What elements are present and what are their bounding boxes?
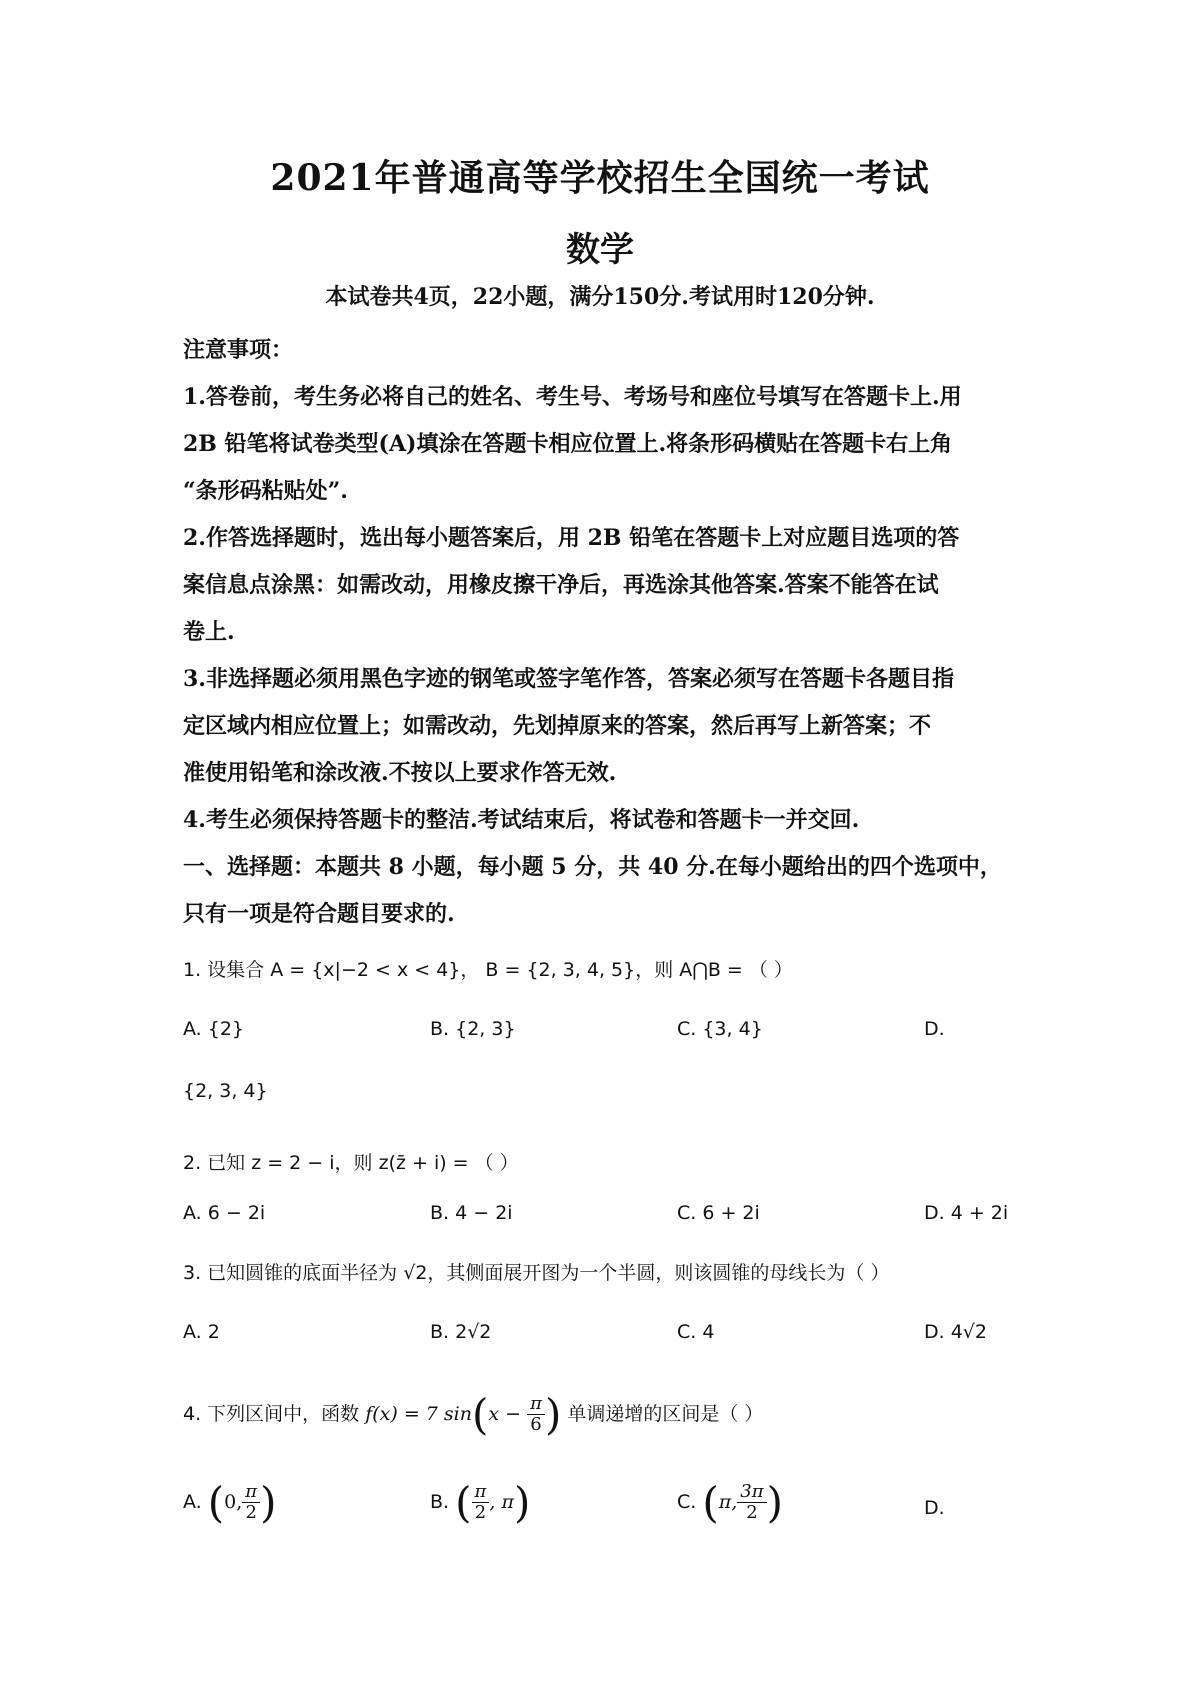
- question-1-option-b: B. {2, 3}: [430, 1018, 516, 1040]
- notice-heading: 注意事项：: [183, 337, 294, 363]
- question-3-stem: 3. 已知圆锥的底面半径为 √2，其侧面展开图为一个半圆，则该圆锥的母线长为（ ）: [183, 1262, 890, 1284]
- question-4-option-d: D.: [924, 1497, 945, 1519]
- interval-fraction: [737, 1482, 766, 1523]
- option-label: C.: [677, 1491, 697, 1513]
- question-4-inner: x −: [488, 1403, 522, 1425]
- exam-subject: 数学: [566, 230, 634, 270]
- notice-line: 2.作答选择题时，选出每小题答案后，用 2B 铅笔在答题卡上对应题目选项的答: [183, 525, 960, 551]
- option-label: B.: [430, 1491, 450, 1513]
- notice-line: 卷上.: [183, 619, 235, 645]
- left-paren: (: [455, 1478, 472, 1527]
- question-4-function: f(x) = 7 sin: [365, 1403, 472, 1425]
- question-3-option-c: C. 4: [677, 1321, 715, 1343]
- right-paren: ): [260, 1478, 277, 1527]
- interval-fraction: [472, 1482, 490, 1523]
- question-2-option-b: B. 4 − 2i: [430, 1202, 513, 1224]
- question-4-option-c: [677, 1478, 783, 1527]
- interval-fraction: [242, 1482, 260, 1523]
- question-3-option-b: B. 2√2: [430, 1321, 492, 1343]
- option-label: A.: [183, 1491, 202, 1513]
- notice-line: 案信息点涂黑：如需改动，用橡皮擦干净后，再选涂其他答案.答案不能答在试: [183, 572, 939, 598]
- notice-line: 4.考生必须保持答题卡的整洁.考试结束后，将试卷和答题卡一并交回.: [183, 807, 860, 833]
- question-4-option-b: [430, 1478, 530, 1527]
- notice-line: 3.非选择题必须用黑色字迹的钢笔或签字笔作答，答案必须写在答题卡各题目指: [183, 666, 954, 692]
- question-1-option-d-value: {2, 3, 4}: [183, 1080, 268, 1102]
- question-2-option-a: A. 6 − 2i: [183, 1202, 266, 1224]
- fraction-numerator: π: [527, 1394, 545, 1415]
- question-4-stem-suffix: 单调递增的区间是（ ）: [567, 1403, 764, 1425]
- question-1-option-c: C. {3, 4}: [677, 1018, 763, 1040]
- question-4-option-a: [183, 1478, 277, 1527]
- question-4-fraction: [527, 1394, 545, 1435]
- question-2-option-d: D. 4 + 2i: [924, 1202, 1009, 1224]
- fraction-denominator: 2: [746, 1502, 758, 1523]
- interval-left: π,: [718, 1491, 738, 1513]
- notice-line: 定区域内相应位置上；如需改动，先划掉原来的答案，然后再写上新答案；不: [183, 713, 932, 739]
- right-paren: ): [544, 1390, 562, 1439]
- notice-line: 1.答卷前，考生务必将自己的姓名、考生号、考场号和座位号填写在答题卡上.用: [183, 384, 962, 410]
- section-heading: 一、选择题：本题共 8 小题，每小题 5 分，共 40 分.在每小题给出的四个选项中，: [183, 854, 1002, 880]
- question-3-option-d: D. 4√2: [924, 1321, 987, 1343]
- question-2-stem: 2. 已知 z = 2 − i，则 z(z̄ + i) = （ ）: [183, 1152, 519, 1174]
- fraction-numerator: 3π: [737, 1482, 766, 1503]
- fraction-numerator: π: [472, 1482, 490, 1503]
- fraction-denominator: 6: [530, 1414, 542, 1435]
- question-1-option-d: D.: [924, 1018, 945, 1040]
- question-1-stem: 1. 设集合 A = {x|−2 < x < 4}， B = {2, 3, 4, 5}，则 A⋂B = （ ）: [183, 959, 793, 981]
- notice-line: “条形码粘贴处”.: [183, 478, 348, 504]
- right-paren: ): [766, 1478, 783, 1527]
- question-1-option-a: A. {2}: [183, 1018, 245, 1040]
- left-paren: (: [471, 1390, 489, 1439]
- notice-line: 准使用铅笔和涂改液.不按以上要求作答无效.: [183, 760, 617, 786]
- question-4-stem-prefix: 4. 下列区间中，函数: [183, 1403, 360, 1425]
- fraction-denominator: 2: [245, 1502, 257, 1523]
- fraction-numerator: π: [242, 1482, 260, 1503]
- question-3-option-a: A. 2: [183, 1321, 220, 1343]
- left-paren: (: [702, 1478, 719, 1527]
- question-4-stem: [183, 1390, 763, 1439]
- interval-left: 0,: [224, 1491, 243, 1513]
- left-paren: (: [207, 1478, 225, 1527]
- fraction-denominator: 2: [474, 1502, 487, 1523]
- interval-right: , π: [489, 1491, 514, 1513]
- exam-title: 2021年普通高等学校招生全国统一考试: [270, 157, 930, 199]
- exam-info: 本试卷共4页，22小题，满分150分.考试用时120分钟.: [325, 284, 875, 310]
- notice-line: 2B 铅笔将试卷类型(A)填涂在答题卡相应位置上.将条形码横贴在答题卡右上角: [183, 431, 953, 457]
- question-2-option-c: C. 6 + 2i: [677, 1202, 760, 1224]
- section-heading: 只有一项是符合题目要求的.: [183, 901, 455, 927]
- right-paren: ): [513, 1478, 531, 1527]
